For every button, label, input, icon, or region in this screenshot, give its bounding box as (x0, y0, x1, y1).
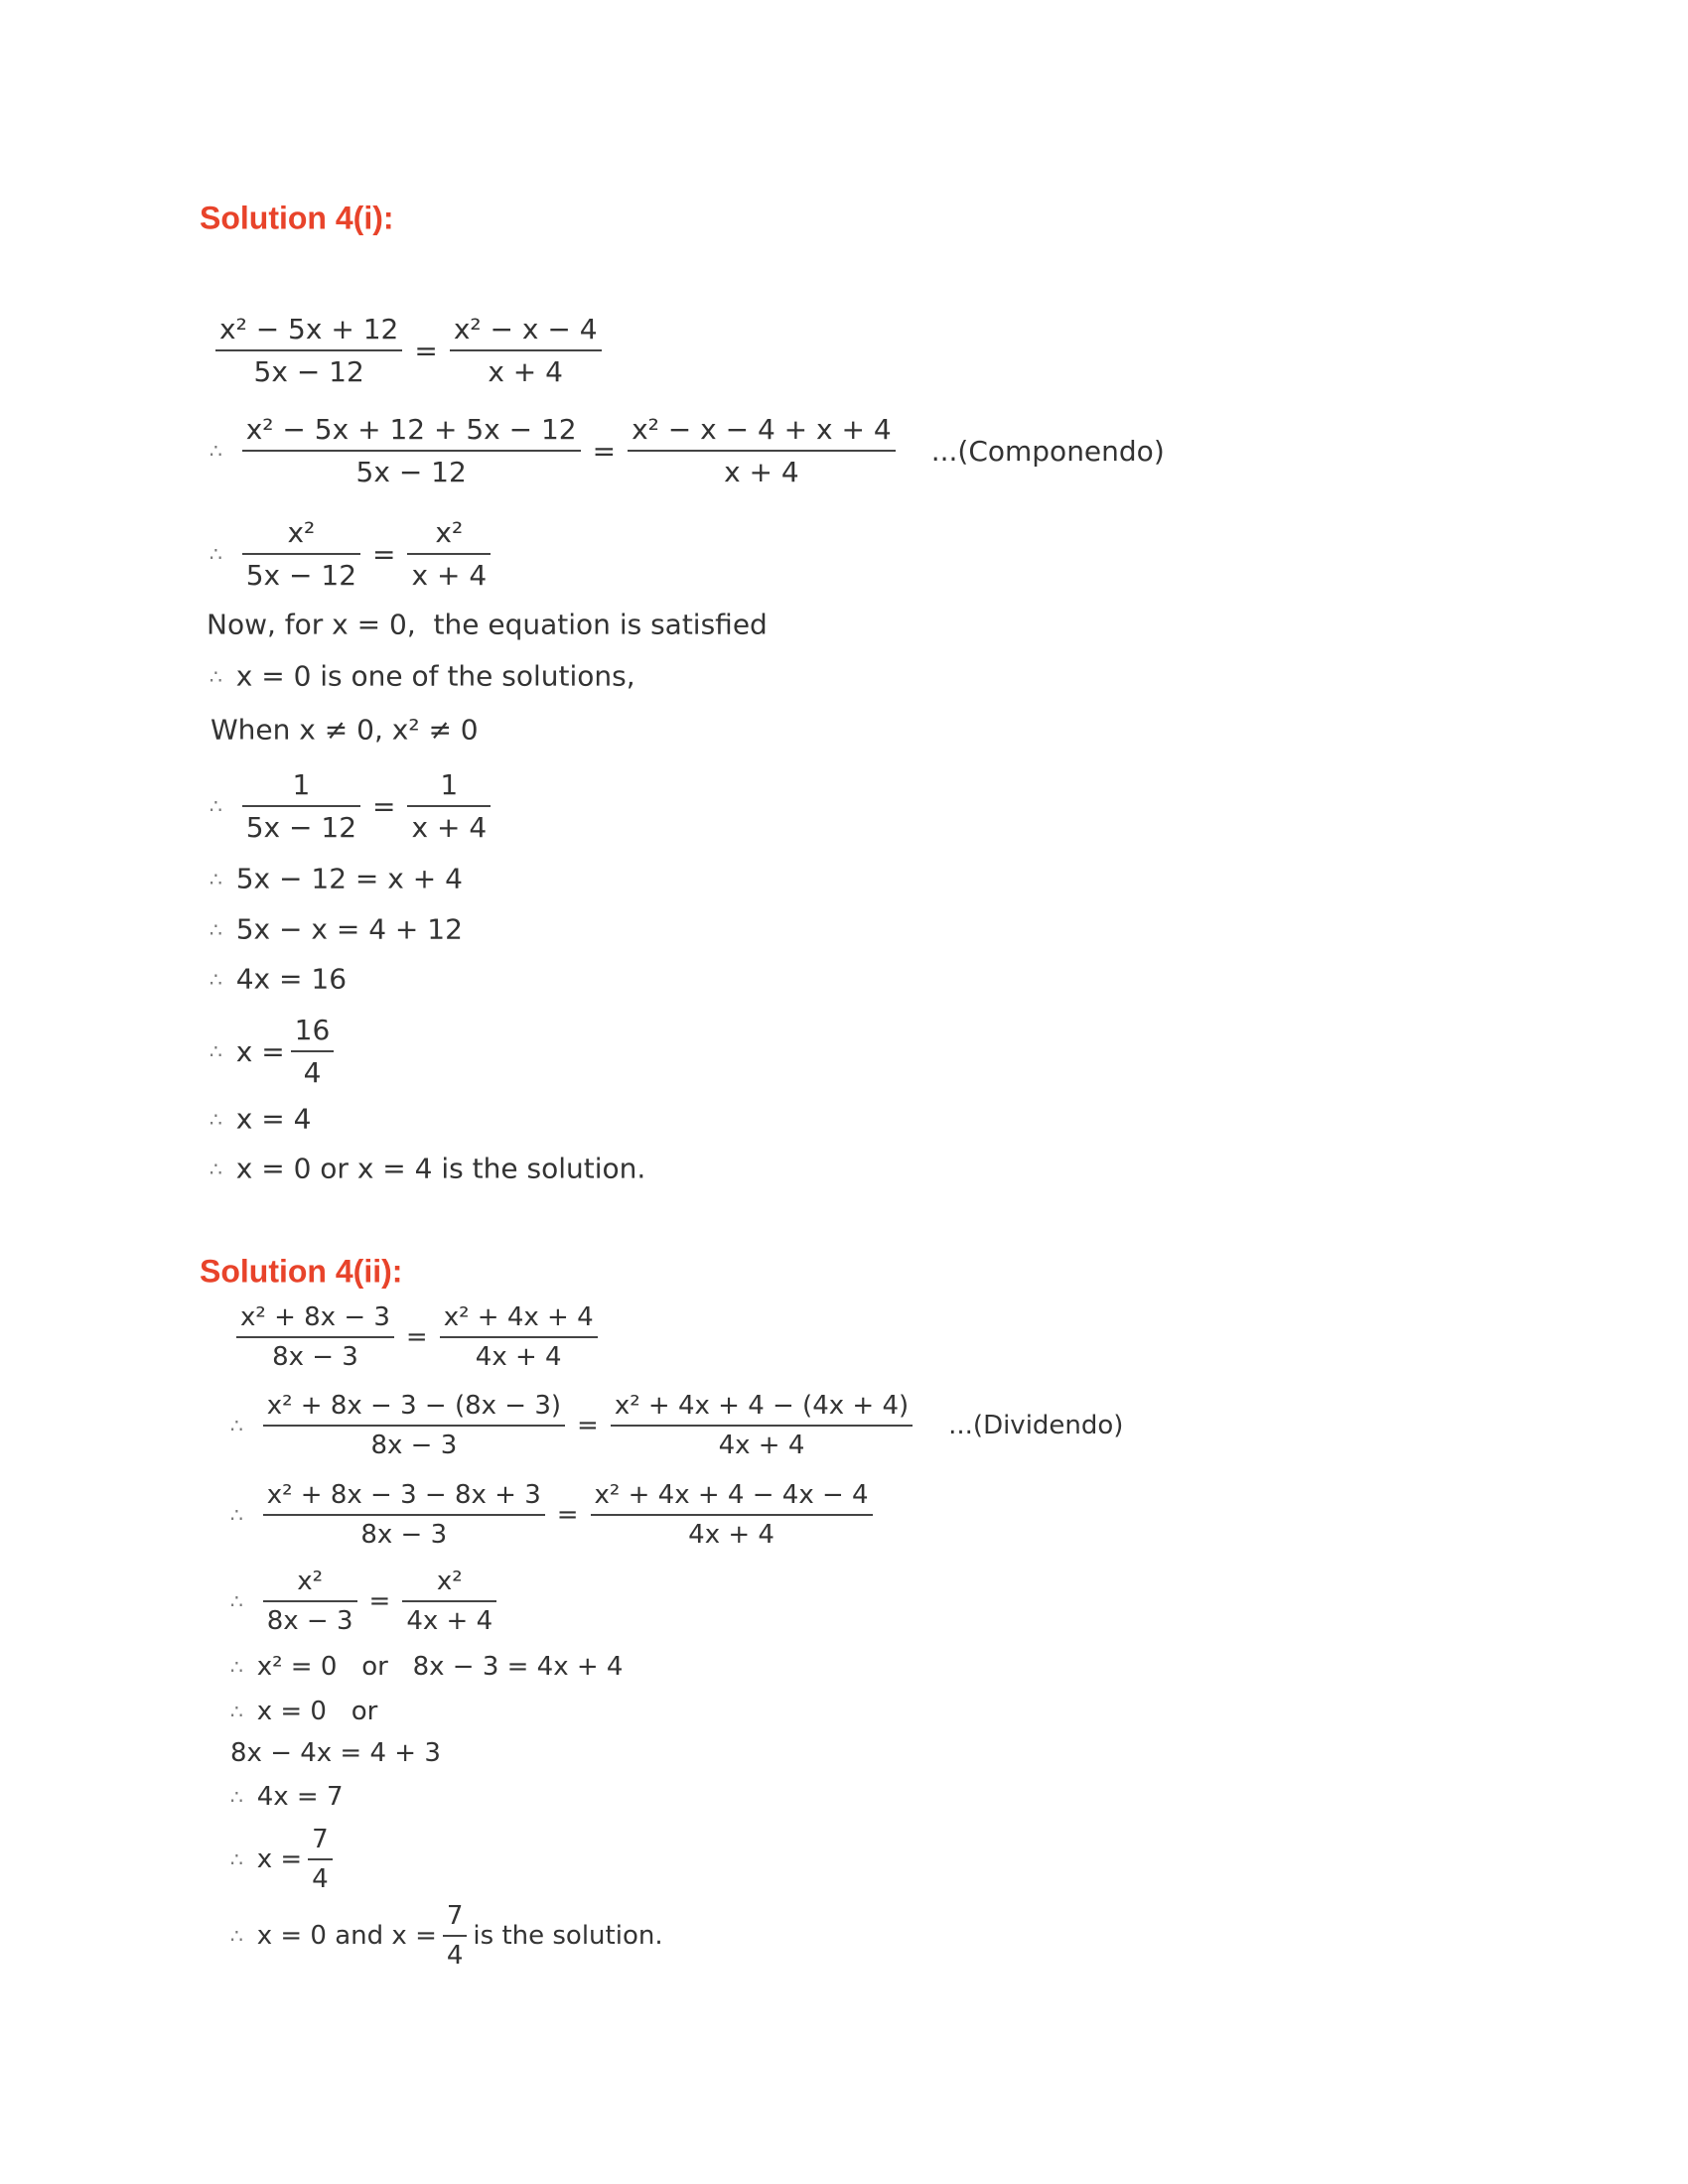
therefore-symbol: ∴ (210, 867, 222, 890)
text-line (210, 1153, 645, 1185)
equals: = (592, 434, 617, 468)
denominator: 5x − 12 (242, 553, 360, 592)
therefore-symbol: ∴ (210, 542, 222, 566)
equation-line (210, 1014, 340, 1089)
fraction (263, 1480, 545, 1550)
numerator: x² (297, 1567, 324, 1596)
denominator: x + 4 (450, 349, 602, 388)
equals: = (577, 1411, 599, 1440)
denominator: 8x − 3 (236, 1336, 394, 1372)
statement: 8x − 4x = 4 + 3 (230, 1738, 441, 1768)
therefore-symbol: ∴ (230, 1847, 243, 1871)
therefore-symbol: ∴ (230, 1589, 243, 1613)
denominator: x + 4 (628, 450, 896, 488)
numerator: x² − x − 4 (453, 313, 598, 345)
denominator: x + 4 (407, 553, 491, 592)
numerator: 7 (446, 1901, 464, 1931)
therefore-symbol: ∴ (210, 917, 222, 941)
fraction (611, 1391, 913, 1460)
statement: Now, for x = 0, the equation is satisfied (207, 608, 768, 641)
text-line (230, 1697, 377, 1726)
therefore-symbol: ∴ (230, 1503, 243, 1527)
statement: is the solution. (473, 1921, 663, 1951)
equals: = (372, 789, 396, 823)
equals: = (372, 537, 396, 571)
statement: 4x = 16 (235, 962, 348, 996)
equation-line (230, 1901, 663, 1971)
denominator: 8x − 3 (263, 1425, 565, 1460)
text-line (211, 714, 479, 747)
numerator: x² + 8x − 3 − (8x − 3) (266, 1391, 562, 1421)
fraction (407, 768, 491, 844)
fraction (450, 313, 602, 388)
equation-line (230, 1480, 879, 1550)
fraction (242, 516, 360, 592)
equals: = (368, 1586, 391, 1616)
numerator: 1 (292, 768, 311, 801)
therefore-symbol: ∴ (210, 439, 222, 463)
denominator: 4x + 4 (440, 1336, 598, 1372)
fraction (236, 1302, 394, 1372)
solution-4ii-title: Solution 4(ii): (200, 1253, 403, 1290)
text-line (210, 660, 635, 693)
equation-line (210, 413, 1165, 488)
equation-line (210, 516, 496, 592)
denominator: 8x − 3 (263, 1600, 357, 1636)
statement: x = 0 is one of the solutions, (235, 659, 635, 693)
fraction (628, 413, 896, 488)
text-line (230, 1738, 441, 1768)
numerator: x² + 4x + 4 − 4x − 4 (594, 1480, 869, 1510)
fraction (443, 1901, 468, 1971)
fraction (215, 313, 402, 388)
numerator: x² + 4x + 4 − (4x + 4) (614, 1391, 910, 1421)
dividendo-note: ...(Dividendo) (948, 1411, 1124, 1440)
therefore-symbol: ∴ (230, 1655, 243, 1679)
numerator: 7 (312, 1825, 329, 1854)
text-line (207, 609, 768, 641)
fraction (440, 1302, 598, 1372)
numerator: x² + 4x + 4 (443, 1302, 594, 1332)
equation-line (230, 1302, 604, 1372)
therefore-symbol: ∴ (230, 1700, 243, 1723)
equation-line (210, 313, 608, 388)
text-line (210, 963, 347, 996)
text-line (230, 1782, 344, 1812)
numerator: x² (435, 516, 464, 549)
numerator: x² − x − 4 + x + 4 (632, 413, 892, 446)
statement: When x ≠ 0, x² ≠ 0 (211, 713, 479, 747)
statement: x = (235, 1034, 285, 1068)
statement: 5x − 12 = x + 4 (235, 862, 463, 895)
denominator: 4 (443, 1935, 468, 1971)
therefore-symbol: ∴ (230, 1785, 243, 1809)
therefore-symbol: ∴ (210, 967, 222, 991)
therefore-symbol: ∴ (210, 664, 222, 688)
equation-line (230, 1391, 1123, 1460)
therefore-symbol: ∴ (230, 1924, 243, 1948)
therefore-symbol: ∴ (210, 1107, 222, 1131)
text-line (210, 913, 463, 946)
fraction (291, 1014, 335, 1089)
numerator: x² (436, 1567, 463, 1596)
fraction (263, 1567, 357, 1636)
fraction (591, 1480, 873, 1550)
statement: x = 0 or (256, 1697, 378, 1726)
denominator: 4x + 4 (611, 1425, 913, 1460)
fraction (242, 768, 360, 844)
numerator: x² − 5x + 12 (219, 313, 399, 345)
statement: 5x − x = 4 + 12 (235, 912, 463, 946)
denominator: 4x + 4 (591, 1514, 873, 1550)
fraction (242, 413, 581, 488)
therefore-symbol: ∴ (230, 1414, 243, 1437)
numerator: 1 (440, 768, 459, 801)
numerator: 16 (294, 1014, 331, 1046)
statement: x = 4 (235, 1102, 312, 1136)
equation-line (230, 1825, 339, 1894)
numerator: x² + 8x − 3 − 8x + 3 (266, 1480, 541, 1510)
statement: x = 0 or x = 4 is the solution. (235, 1152, 646, 1185)
fraction (402, 1567, 496, 1636)
denominator: 4 (291, 1050, 335, 1089)
equation-line (230, 1567, 502, 1636)
text-line (230, 1652, 623, 1682)
statement: x = (256, 1844, 303, 1874)
fraction (263, 1391, 565, 1460)
numerator: x² − 5x + 12 + 5x − 12 (245, 413, 577, 446)
componendo-note: ...(Componendo) (930, 434, 1165, 468)
numerator: x² + 8x − 3 (240, 1302, 390, 1332)
solution-4i-title: Solution 4(i): (200, 200, 394, 236)
denominator: 8x − 3 (263, 1514, 545, 1550)
denominator: 5x − 12 (215, 349, 402, 388)
statement: x = 0 and x = (256, 1921, 437, 1951)
equation-line (210, 768, 496, 844)
numerator: x² (287, 516, 316, 549)
text-line (210, 863, 463, 895)
fraction (407, 516, 491, 592)
equals: = (414, 334, 438, 367)
statement: 4x = 7 (256, 1782, 344, 1812)
denominator: x + 4 (407, 805, 491, 844)
denominator: 4 (308, 1858, 333, 1894)
therefore-symbol: ∴ (210, 794, 222, 818)
denominator: 5x − 12 (242, 450, 581, 488)
equals: = (405, 1322, 428, 1352)
therefore-symbol: ∴ (210, 1039, 222, 1063)
denominator: 5x − 12 (242, 805, 360, 844)
fraction (308, 1825, 333, 1894)
statement: x² = 0 or 8x − 3 = 4x + 4 (256, 1652, 624, 1682)
equals: = (556, 1500, 579, 1530)
text-line (210, 1103, 311, 1136)
therefore-symbol: ∴ (210, 1157, 222, 1180)
denominator: 4x + 4 (402, 1600, 496, 1636)
